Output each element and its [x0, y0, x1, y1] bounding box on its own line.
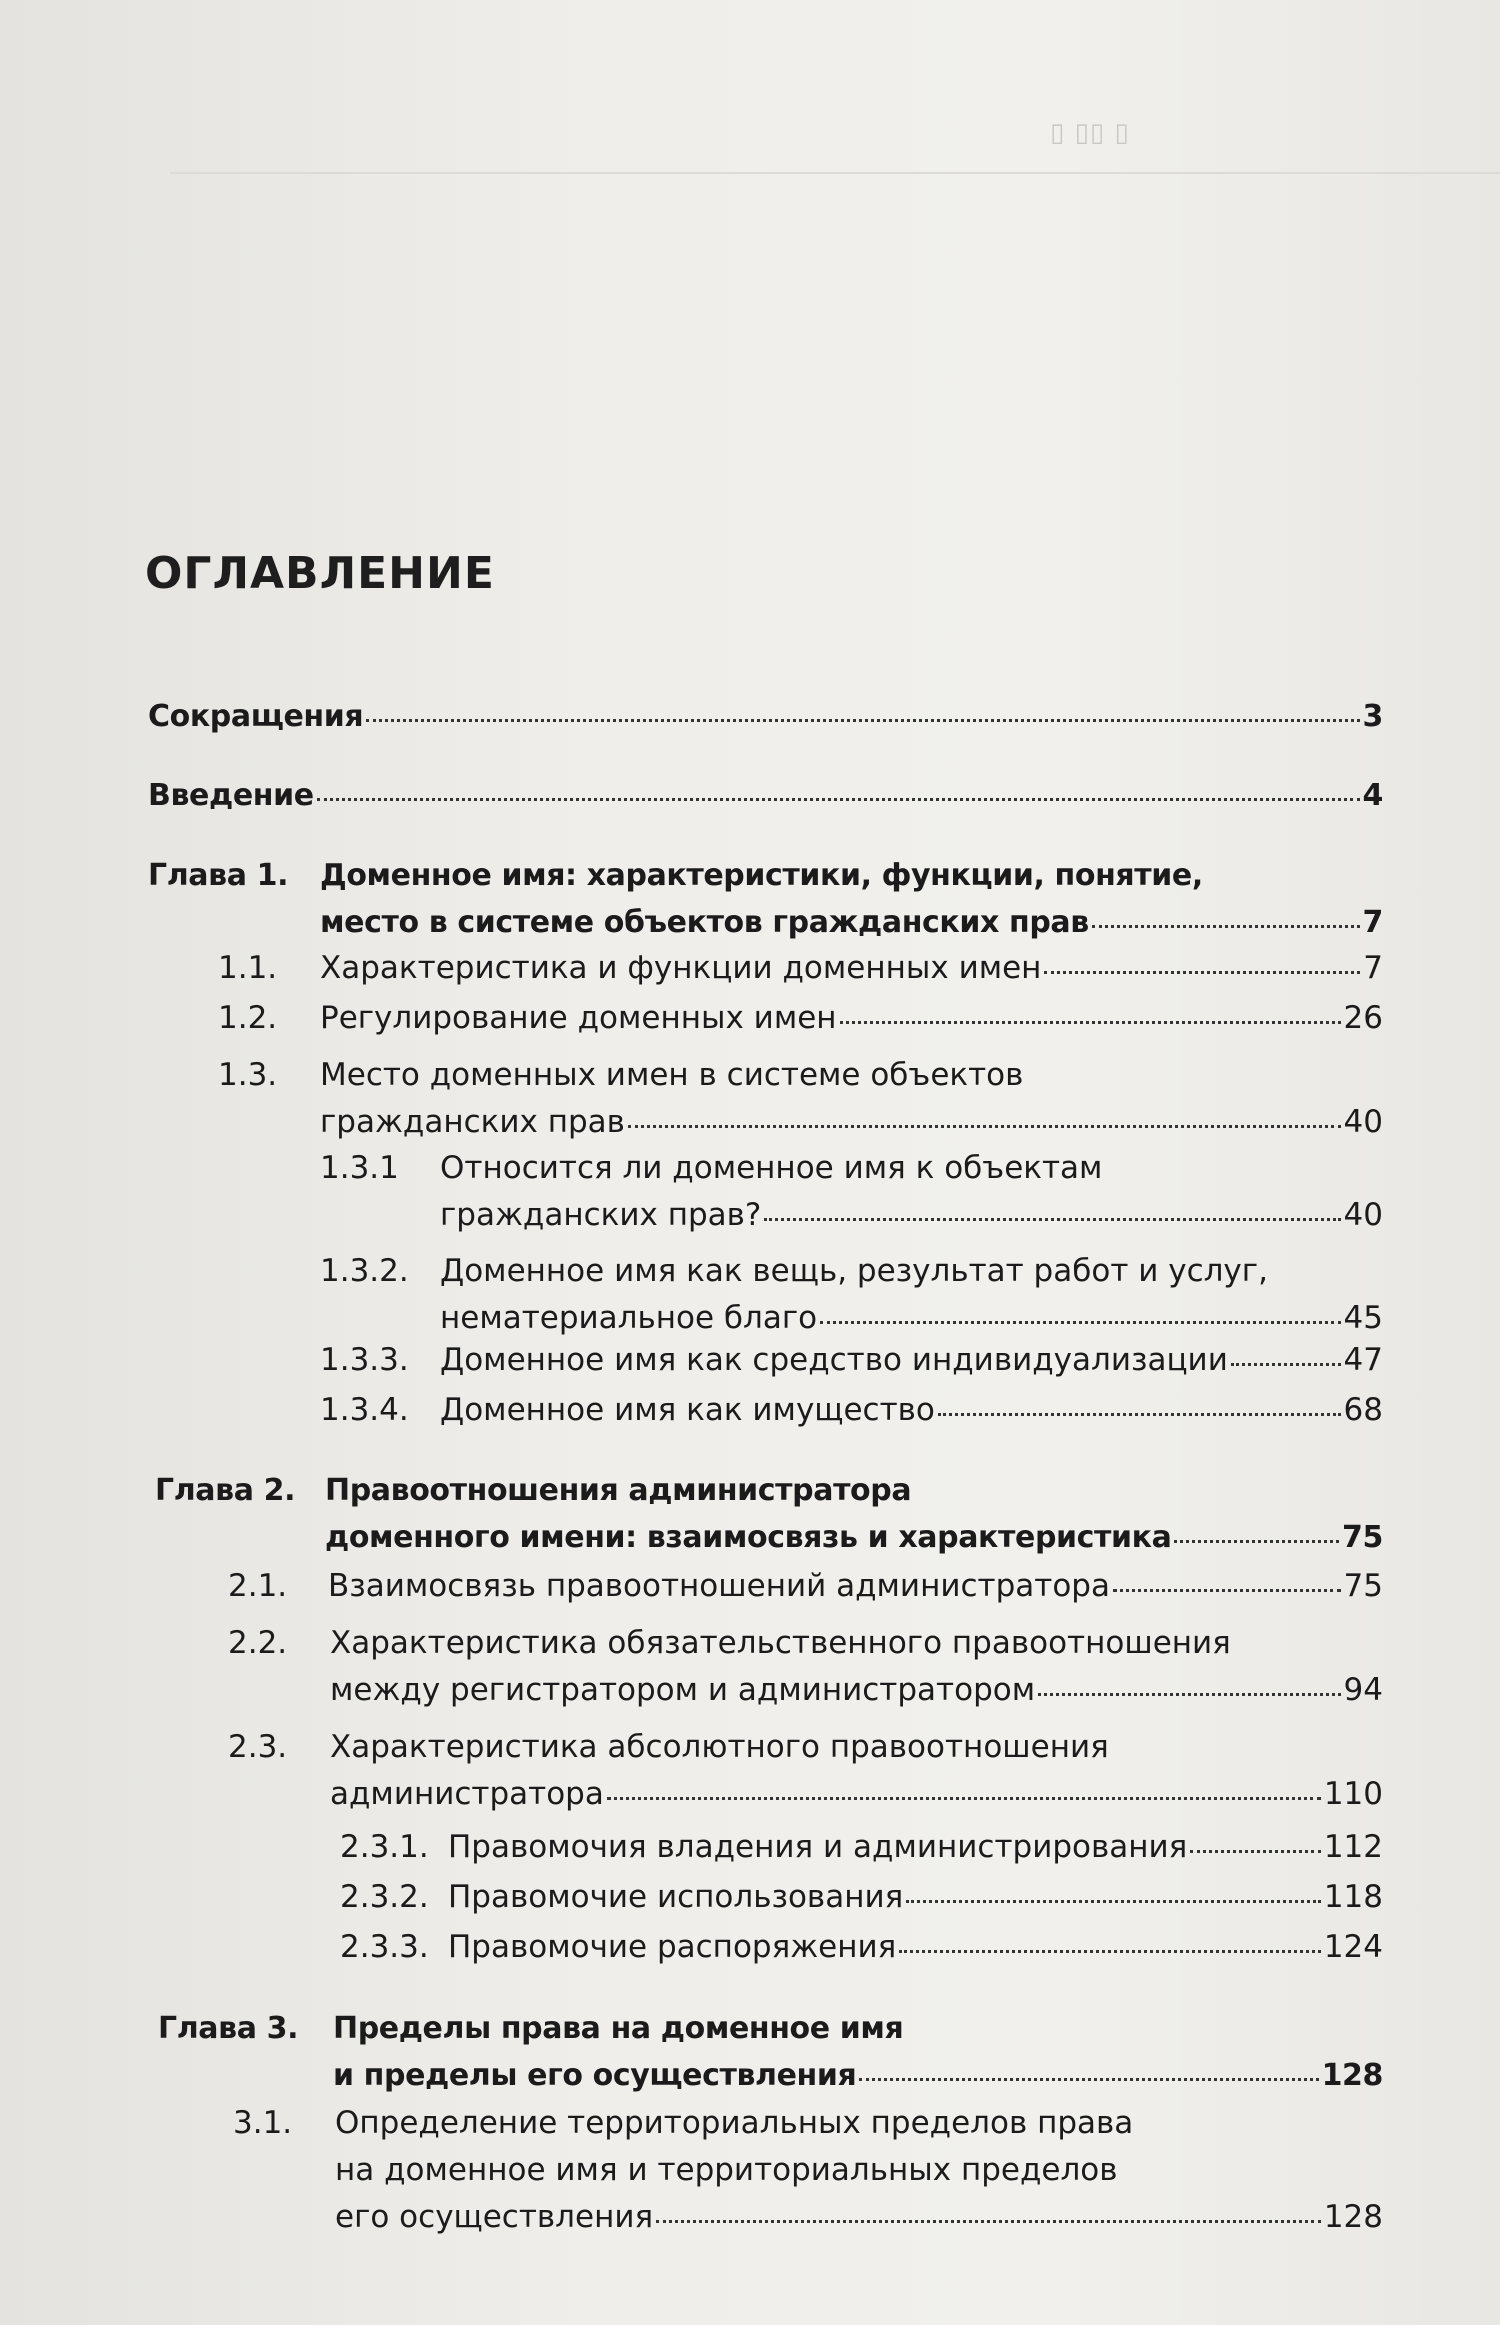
toc-entry-number: 1.3.1 [320, 1150, 399, 1186]
bleed-through-header: ▯ ▯▯ ▯ [1050, 118, 1130, 148]
leader-dots [840, 1016, 1341, 1024]
leader-dots [1190, 1845, 1321, 1853]
toc-entry-title: Доменное имя: характеристики, функции, понятие, [320, 858, 1203, 893]
toc-entry-title: на доменное имя и территориальных пределов [335, 2152, 1118, 2188]
toc-entry-title: Доменное имя как вещь, результат работ и услуг, [440, 1253, 1268, 1289]
toc-entry-title: его осуществления [335, 2199, 654, 2235]
toc-entry-title: Пределы права на доменное имя [333, 2011, 904, 2046]
toc-entry-title: гражданских прав? [440, 1197, 762, 1233]
toc-entry-number: 2.2. [228, 1625, 288, 1661]
toc-page-number: 40 [1343, 1197, 1383, 1233]
toc-entry-title: и пределы его осуществления [333, 2058, 857, 2093]
toc-entry-title: Характеристика обязательственного правоотношения [330, 1625, 1231, 1661]
toc-entry-title: Правомочие распоряжения [448, 1929, 897, 1965]
toc-page-number: 7 [1363, 950, 1383, 986]
toc-entry-title: место в системе объектов гражданских прав [320, 905, 1089, 940]
toc-entry-number: 1.3.2. [320, 1253, 409, 1289]
toc-entry-number: 1.3.4. [320, 1392, 409, 1428]
toc-entry-title: Доменное имя как средство индивидуализации [440, 1342, 1228, 1378]
toc-page-number: 3 [1362, 699, 1383, 734]
toc-entry-title: Сокращения [148, 699, 364, 734]
toc-entry-number: 2.3.3. [340, 1929, 429, 1965]
toc-page-number: 124 [1323, 1929, 1383, 1965]
toc-entry-number: 1.2. [218, 1000, 278, 1036]
leader-dots [366, 714, 1359, 722]
toc-entry-number: 2.3.1. [340, 1829, 429, 1865]
leader-dots [938, 1408, 1341, 1416]
toc-page-number: 40 [1343, 1104, 1383, 1140]
toc-page-number: 26 [1343, 1000, 1383, 1036]
toc-entry-title: Характеристика абсолютного правоотношения [330, 1729, 1109, 1765]
toc-page-number: 45 [1343, 1300, 1383, 1336]
leader-dots [628, 1120, 1341, 1128]
leader-dots [906, 1895, 1321, 1903]
toc-entry-title: Правомочия владения и администрирования [448, 1829, 1188, 1865]
toc-entry-title: Регулирование доменных имен [320, 1000, 837, 1036]
toc-page-number: 75 [1342, 1520, 1383, 1555]
page-title: ОГЛАВЛЕНИЕ [145, 548, 495, 599]
toc-page-number: 7 [1362, 905, 1383, 940]
toc-entry-number: 1.3.3. [320, 1342, 409, 1378]
toc-entry-title: Определение территориальных пределов права [335, 2105, 1134, 2141]
toc-page-number: 75 [1343, 1568, 1383, 1604]
toc-entry-title: Взаимосвязь правоотношений администратора [328, 1568, 1110, 1604]
toc-page-number: 110 [1323, 1776, 1383, 1812]
toc-page-number: 94 [1343, 1672, 1383, 1708]
toc-page-number: 128 [1321, 2058, 1383, 2093]
toc-entry-number: 1.1. [218, 950, 278, 986]
toc-entry-title: между регистратором и администратором [330, 1672, 1036, 1708]
toc-page-number: 4 [1362, 778, 1383, 813]
toc-entry-number: 2.3. [228, 1729, 288, 1765]
leader-dots [820, 1316, 1340, 1324]
toc-entry-title: Правоотношения администратора [325, 1473, 912, 1508]
leader-dots [1092, 920, 1360, 928]
toc-page-number: 47 [1343, 1342, 1383, 1378]
toc-entry-number: Глава 2. [155, 1473, 296, 1508]
toc-entry-title: Доменное имя как имущество [440, 1392, 935, 1428]
toc-entry-number: 1.3. [218, 1057, 278, 1093]
toc-entry-number: 2.3.2. [340, 1879, 429, 1915]
toc-entry-number: 2.1. [228, 1568, 288, 1604]
toc-entry-title: Место доменных имен в системе объектов [320, 1057, 1024, 1093]
toc-page-number: 118 [1323, 1879, 1383, 1915]
leader-dots [656, 2215, 1321, 2223]
toc-entry-title: Относится ли доменное имя к объектам [440, 1150, 1103, 1186]
toc-page-number: 128 [1323, 2199, 1383, 2235]
leader-dots [859, 2073, 1318, 2081]
toc-entry-title: нематериальное благо [440, 1300, 818, 1336]
leader-dots [607, 1792, 1321, 1800]
toc-entry-title: доменного имени: взаимосвязь и характеристика [325, 1520, 1172, 1555]
leader-dots [1113, 1584, 1341, 1592]
leader-dots [1038, 1688, 1340, 1696]
toc-entry-title: Введение [148, 778, 314, 813]
leader-dots [764, 1213, 1340, 1221]
leader-dots [1231, 1358, 1341, 1366]
toc-entry-title: администратора [330, 1776, 604, 1812]
leader-dots [317, 793, 1360, 801]
toc-entry-title: Правомочие использования [448, 1879, 904, 1915]
leader-dots [1044, 966, 1360, 974]
toc-entry-number: Глава 1. [148, 858, 289, 893]
toc-page-number: 112 [1323, 1829, 1383, 1865]
toc-entry-title: Характеристика и функции доменных имен [320, 950, 1042, 986]
toc-page-number: 68 [1343, 1392, 1383, 1428]
leader-dots [1174, 1535, 1339, 1543]
leader-dots [899, 1945, 1321, 1953]
toc-entry-number: Глава 3. [158, 2011, 299, 2046]
toc-entry-title: гражданских прав [320, 1104, 625, 1140]
toc-entry-number: 3.1. [233, 2105, 293, 2141]
